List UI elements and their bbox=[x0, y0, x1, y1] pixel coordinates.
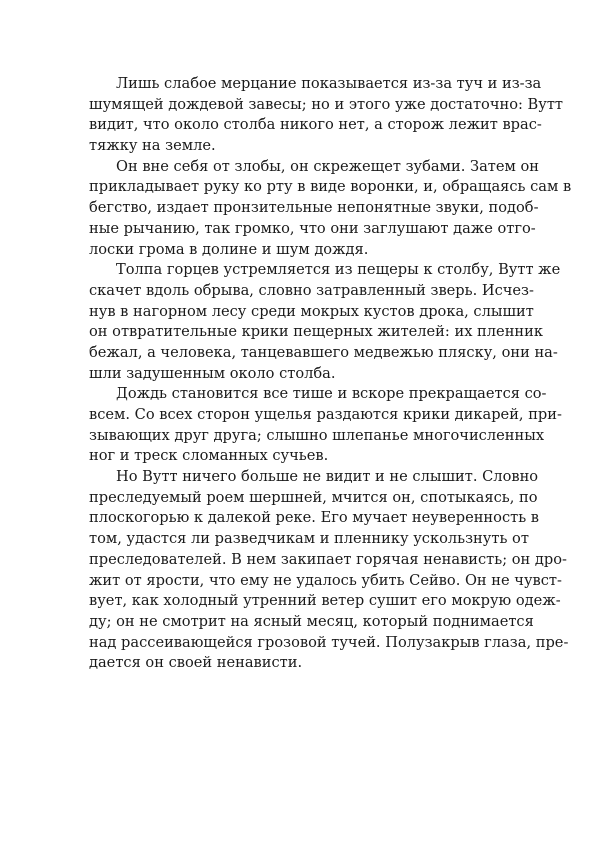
paragraph bbox=[89, 157, 572, 260]
paragraph bbox=[89, 74, 563, 157]
text-line: нув в нагорном лесу среди мокрых кустов дрока, слышит bbox=[89, 302, 534, 320]
text-line: Он вне себя от злобы, он скрежещет зубами. Затем он bbox=[116, 157, 539, 175]
text-line: вует, как холодный утренний ветер сушит его мокрую одеж- bbox=[89, 592, 561, 610]
text-line: скачет вдоль обрыва, словно затравленный зверь. Исчез- bbox=[89, 281, 534, 299]
text-line: жит от ярости, что ему не удалось убить Сейво. Он не чувст- bbox=[89, 571, 562, 589]
text-line: тяжку на земле. bbox=[89, 137, 216, 155]
text-line: он отвратительные крики пещерных жителей: их пленник bbox=[89, 323, 543, 341]
text-line: видит, что около столба никого нет, а сторож лежит врас- bbox=[89, 116, 542, 134]
text-line: преследователей. В нем закипает горячая ненависть; он дро- bbox=[89, 550, 567, 568]
text-line: преследуемый роем шершней, мчится он, спотыкаясь, по bbox=[89, 488, 538, 506]
text-line: Но Вутт ничего больше не видит и не слышит. Словно bbox=[116, 468, 539, 486]
text-line: бегство, издает пронзительные непонятные звуки, подоб- bbox=[89, 199, 539, 217]
paragraph bbox=[89, 260, 561, 384]
text-line: прикладывает руку ко рту в виде воронки, и, обращаясь сам в bbox=[89, 178, 572, 196]
text-line: Толпа горцев устремляется из пещеры к столбу, Вутт же bbox=[116, 261, 561, 279]
paragraph bbox=[89, 384, 562, 467]
page-body bbox=[89, 74, 572, 674]
text-line: Дождь становится все тише и вскоре прекращается со- bbox=[116, 385, 547, 403]
text-line: Лишь слабое мерцание показывается из-за туч и из-за bbox=[116, 75, 542, 92]
text-line: зывающих друг друга; слышно шлепанье многочисленных bbox=[89, 426, 545, 444]
text-line: том, удастся ли разведчикам и пленнику ускользнуть от bbox=[89, 530, 529, 548]
text-line: плоскогорью к далекой реке. Его мучает неуверенность в bbox=[89, 509, 539, 527]
text-line: шли задушенным около столба. bbox=[89, 364, 336, 382]
text-line: всем. Со всех сторон ущелья раздаются крики дикарей, при- bbox=[89, 406, 562, 423]
paragraph bbox=[89, 467, 569, 674]
text-line: ног и треск сломанных сучьев. bbox=[89, 447, 329, 465]
text-line: ду; он не смотрит на ясный месяц, который поднимается bbox=[89, 612, 534, 630]
text-line: лоски грома в долине и шум дождя. bbox=[89, 240, 369, 258]
text-line: дается он своей ненависти. bbox=[89, 654, 303, 672]
text-line: ные рычанию, так громко, что они заглушают даже отго- bbox=[89, 219, 536, 237]
text-line: шумящей дождевой завесы; но и этого уже достаточно: Вутт bbox=[89, 95, 563, 113]
text-line: бежал, а человека, танцевавшего медвежью пляску, они на- bbox=[89, 343, 558, 361]
text-line: над рассеивающейся грозовой тучей. Полузакрыв глаза, пре- bbox=[89, 633, 569, 651]
